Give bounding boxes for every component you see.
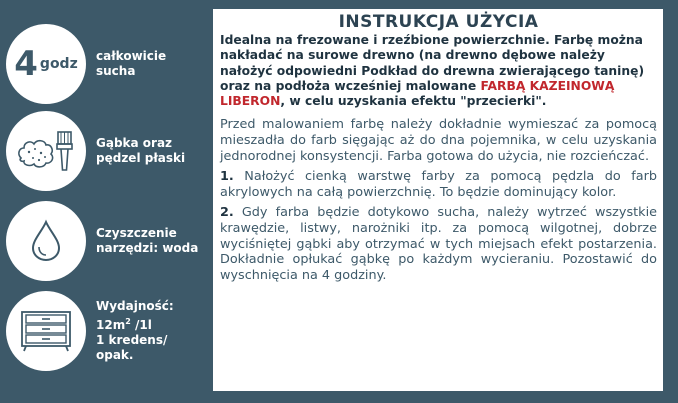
coverage-area: 12m xyxy=(96,318,126,332)
label-line: Wydajność: xyxy=(96,299,174,313)
step-number: 2. xyxy=(220,205,234,221)
intro-text: Idealna na frezowane i rzeźbione powierzchnie. Farbę można nakładać na surowe drewno (na drewno dębowe należy nałożyć odpowiedni Podkład do drewna zwierającego taninę) oraz na podłoża wcześniej malowane xyxy=(220,33,645,93)
label-line: sucha xyxy=(96,64,136,78)
clock-time-icon xyxy=(6,24,86,104)
feature-cleaning-label xyxy=(96,201,206,281)
feature-tools-label xyxy=(96,111,206,191)
label-line: opak. xyxy=(96,348,134,362)
feature-drying-label xyxy=(96,24,206,104)
drying-hours-number: 4 xyxy=(14,44,38,84)
label-line: Gąbka oraz xyxy=(96,136,173,150)
feature-tools xyxy=(6,111,206,191)
instructions-panel xyxy=(213,9,663,391)
label-line: pędzel płaski xyxy=(96,151,186,165)
water-drop-icon xyxy=(6,201,86,281)
feature-coverage-label xyxy=(96,291,206,371)
sponge-brush-icon xyxy=(6,111,86,191)
superscript: 2 xyxy=(125,317,131,326)
step-1-paragraph xyxy=(220,169,657,200)
intro-highlight: FARBĄ KAZEINOWĄ LIBERON xyxy=(220,78,615,109)
feature-coverage xyxy=(6,291,206,371)
panel-title: INSTRUKCJA UŻYCIA xyxy=(338,12,539,32)
intro-text-end: , w celu uzyskania efektu "przecierki". xyxy=(280,94,547,109)
label-line: całkowicie xyxy=(96,49,167,63)
step-text: Gdy farba będzie dotykowo sucha, należy wytrzeć wszystkie krawędzie, listwy, narożniki itp. za pomocą wilgotnej, dobrze wyciśniętej gąbki aby otrzymać w tych miejsach efekt postarzenia. Dokładnie opłukać gąbkę po każdym wycieraniu. Pozostawić do wyschnięcia na 4 godziny. xyxy=(220,205,657,283)
label-line: Czyszczenie xyxy=(96,226,177,240)
coverage-unit: /1l xyxy=(134,318,152,332)
label-line: 1 kredens/ xyxy=(96,333,168,347)
intro-paragraph xyxy=(220,33,657,109)
label-line: narzędzi: woda xyxy=(96,241,199,255)
label-line xyxy=(96,314,206,333)
step-number: 1. xyxy=(220,169,234,185)
drying-hours-unit: godz xyxy=(39,56,78,72)
feature-cleaning xyxy=(6,201,206,281)
step-text: Nałożyć cienką warstwę farby za pomocą pędzla do farb akrylowych na całą powierzchnię. To będzie dominujący kolor. xyxy=(220,169,657,200)
preparation-paragraph: Przed malowaniem farbę należy dokładnie wymieszać za pomocą mieszadła do farb sięgając aż do dna pojemnika, w celu uzyskania jednorodnej konsystencji. Farba gotowa do użycia, nie rozcieńczać. xyxy=(220,117,657,164)
dresser-icon xyxy=(6,291,86,371)
features-sidebar xyxy=(0,0,210,403)
feature-drying-time xyxy=(6,24,206,104)
step-2-paragraph xyxy=(220,205,657,283)
